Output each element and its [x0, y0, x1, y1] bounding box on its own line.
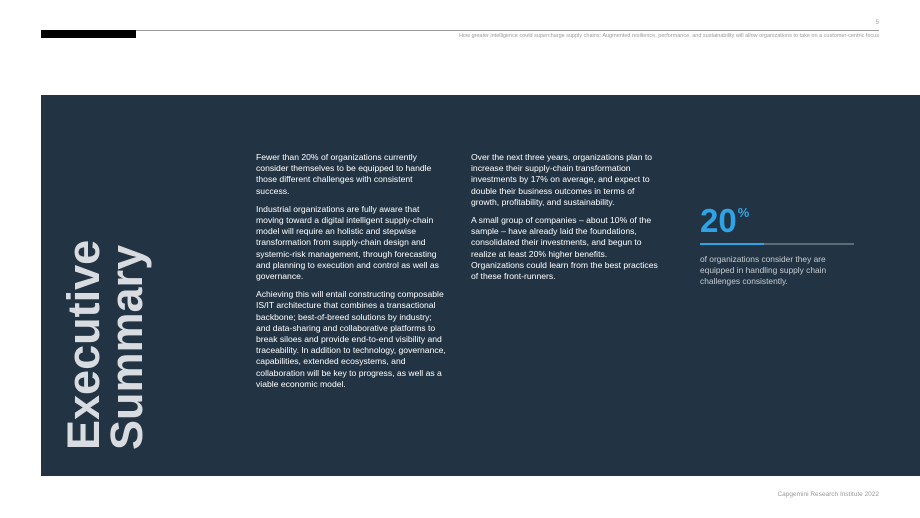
running-title: How greater intelligence could supercharge supply chains: Augmented resilience, performance, and sustainability will allow organizations to take on a customer-centric focus [458, 33, 879, 39]
section-title-line2: Summary [101, 244, 152, 450]
header-accent-bar [41, 30, 136, 38]
paragraph: Industrial organizations are fully aware that moving toward a digital intelligent supply-chain model will require an holistic and stepwise transformation from supply-chain design and systemic-risk management, through forecasting and planning to execution and control as well as governance. [256, 203, 439, 282]
paragraph: A small group of companies – about 10% of the sample – have already laid the foundations, consolidated their investments, and begun to realize at least 20% higher benefits. Organizations could learn from the best practices of these front-runners. [471, 215, 658, 282]
page-number: 5 [875, 20, 879, 26]
text-column-2 [471, 152, 661, 289]
header-rule [136, 30, 879, 31]
section-title [58, 190, 152, 450]
text-column-1 [256, 152, 446, 397]
paragraph: Achieving this will entail constructing composable IS/IT architecture that combines a transactional backbone; best-of-breed solutions by industry; and data-sharing and collaborative platforms to break siloes and provide end-to-end visibility and traceability. In addition to technology, governance, capabilities, extended ecosystems, and collaboration will be key to progress, as well as a viable economic model. [256, 289, 446, 389]
stat-caption: of organizations consider they are equipped in handling supply chain challenges consistently. [700, 254, 827, 286]
footer-credit: Capgemini Research Institute 2022 [777, 491, 879, 498]
stat-divider-accent [700, 243, 764, 245]
paragraph: Over the next three years, organizations plan to increase their supply-chain transformation investments by 17% on average, and expect to double their business outcomes in terms of growth, profitability, and sustainability. [471, 152, 653, 207]
section-title-line1: Executive [58, 239, 109, 450]
key-stat [700, 203, 854, 287]
paragraph: Fewer than 20% of organizations currently consider themselves to be equipped to handle those different challenges with consistent success. [256, 152, 432, 196]
stat-value: 20 [700, 202, 737, 239]
stat-unit: % [737, 205, 750, 220]
stat-divider [700, 243, 854, 245]
